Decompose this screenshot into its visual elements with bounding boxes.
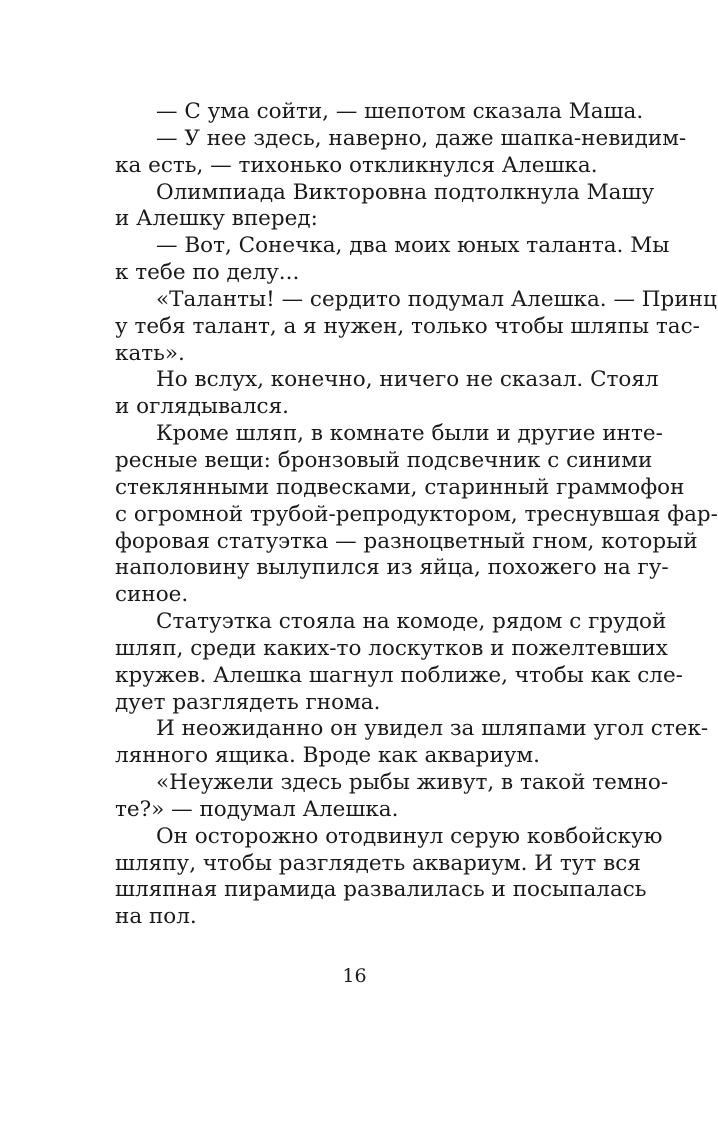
text-line: Но вслух, конечно, ничего не сказал. Стоял [156,367,659,393]
text-line: — Вот, Сонечка, два моих юных таланта. Мы [156,233,670,259]
text-line: И неожиданно он увидел за шляпами угол стек- [156,716,709,742]
text-line: ка есть, — тихонько откликнулся Алешка. [115,152,598,178]
text-line: Статуэтка стояла на комоде, рядом с грудой [156,609,667,635]
body-text [115,99,718,931]
text-line: к тебе по делу... [115,260,300,286]
text-line: — У нее здесь, наверно, даже шапка-невидим- [156,125,687,151]
text-line: с огромной трубой-репродуктором, треснувшая фар- [115,501,718,527]
text-line: Олимпиада Викторовна подтолкнула Машу [156,179,655,205]
text-line: — С ума сойти, — шепотом сказала Маша. [156,99,644,124]
text-line: те?» — подумал Алешка. [115,796,399,822]
text-line: синое. [115,582,189,608]
text-line: кать». [115,340,185,366]
text-line: и Алешку вперед: [115,206,318,232]
text-line: шляпу, чтобы разглядеть аквариум. И тут вся [115,850,641,876]
text-line: на пол. [115,904,197,930]
page-number: 16 [342,965,367,987]
text-line: ресные вещи: бронзовый подсвечник с синими [115,447,653,473]
text-line: «Неужели здесь рыбы живут, в такой темно- [156,770,669,796]
text-line: «Таланты! — сердито подумал Алешка. — Принц [156,286,717,312]
text-line: и оглядывался. [115,394,289,420]
text-line: у тебя талант, а я нужен, только чтобы шляпы тас- [115,313,700,339]
text-line: шляп, среди каких-то лоскутков и пожелтевших [115,635,668,661]
text-line: наполовину вылупился из яйца, похожего на гу- [115,555,669,581]
text-line: форовая статуэтка — разноцветный гном, который [115,528,698,554]
text-line: Он осторожно отодвинул серую ковбойскую [156,823,663,849]
text-line: стеклянными подвесками, старинный граммофон [115,474,685,500]
text-line: кружев. Алешка шагнул поближе, чтобы как сле- [115,662,683,688]
text-line: дует разглядеть гнома. [115,689,381,715]
text-line: Кроме шляп, в комнате были и другие инте- [156,421,663,447]
text-line: шляпная пирамида развалилась и посыпалась [115,877,647,903]
text-line: лянного ящика. Вроде как аквариум. [115,743,540,769]
